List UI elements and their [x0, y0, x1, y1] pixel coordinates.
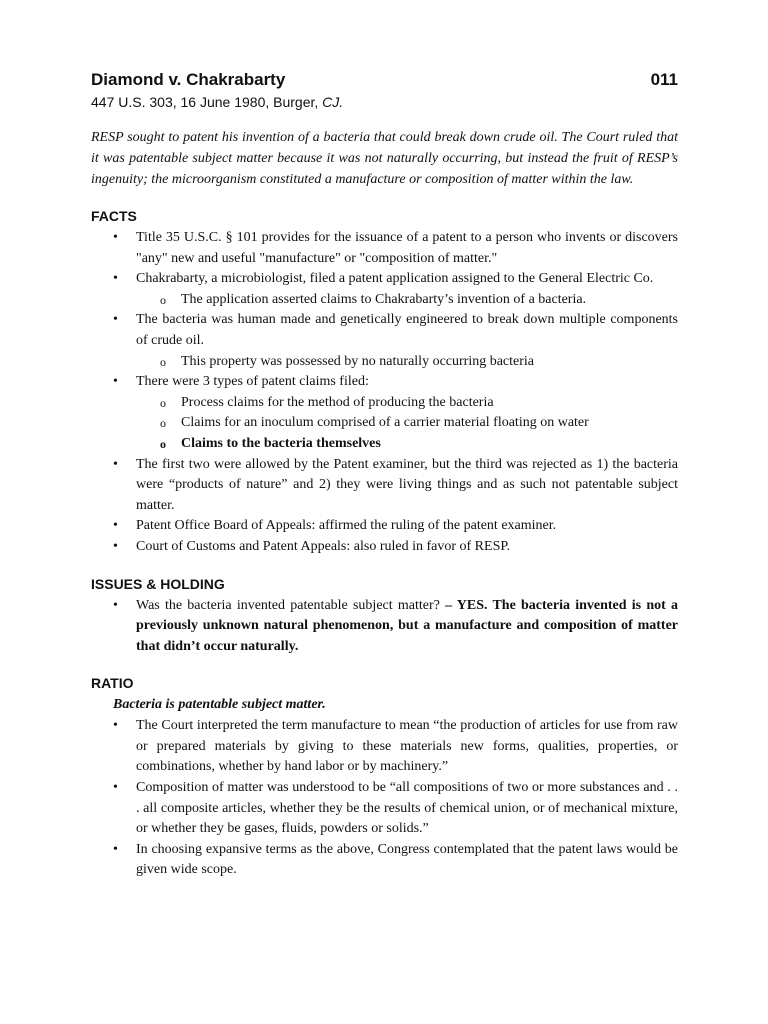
ratio-subheading: Bacteria is patentable subject matter.	[113, 697, 326, 713]
citation-judge: CJ.	[322, 94, 344, 110]
ratio-list	[91, 716, 678, 881]
list-item: • Court of Customs and Patent Appeals: also ruled in favor of RESP.	[91, 537, 678, 558]
facts-list	[91, 228, 678, 558]
list-item: o The application asserted claims to Chakrabarty’s invention of a bacteria.	[91, 290, 678, 311]
case-summary: RESP sought to patent his invention of a bacteria that could break down crude oil. The Court ruled that it was patentable subject matter because it was not naturally occurring, but instead the fruit of RESP’s ingenuity; the microorganism constituted a manufacture or composition of matter within the law.	[91, 130, 678, 187]
list-item: o This property was possessed by no naturally occurring bacteria	[91, 352, 678, 373]
list-item	[91, 596, 678, 658]
list-item: • In choosing expansive terms as the above, Congress contemplated that the patent laws would be given wide scope.	[91, 840, 678, 881]
case-title: Diamond v. Chakrabarty	[91, 70, 286, 89]
ratio-heading: RATIO	[91, 675, 134, 692]
list-item: • The Court interpreted the term manufacture to mean “the production of articles for use from raw or prepared materials by giving to these materials new forms, qualities, properties, or combinations, whether by hand labor or by machinery.”	[91, 716, 678, 778]
list-item: • The first two were allowed by the Patent examiner, but the third was rejected as 1) the bacteria were “products of nature” and 2) they were living things and as such not patentable subject matter.	[91, 455, 678, 517]
list-item: o Process claims for the method of producing the bacteria	[91, 393, 678, 414]
list-item: • Composition of matter was understood to be “all compositions of two or more substances and . . . all composite articles, whether they be the results of chemical union, or of mechanical mixture, or whether they be gases, fluids, powders or solids.”	[91, 778, 678, 840]
citation-main: 447 U.S. 303, 16 June 1980, Burger,	[91, 94, 323, 110]
list-item: • Chakrabarty, a microbiologist, filed a patent application assigned to the General Electric Co.	[91, 269, 678, 290]
list-item: • Title 35 U.S.C. § 101 provides for the issuance of a patent to a person who invents or discovers "any" new and useful "manufacture" or "composition of matter."	[91, 228, 678, 269]
title-row	[91, 70, 678, 90]
list-item: • The bacteria was human made and genetically engineered to break down multiple components of crude oil.	[91, 310, 678, 351]
issues-list	[91, 596, 678, 658]
issue-holding: – YES. The bacteria invented is not a previously unknown natural phenomenon, but a manufacture and composition of matter that didn’t occur naturally.	[136, 597, 679, 654]
issue-question: Was the bacteria invented patentable subject matter?	[136, 597, 446, 613]
issues-heading: ISSUES & HOLDING	[91, 575, 225, 592]
case-number: 011	[650, 70, 678, 89]
list-item: • Patent Office Board of Appeals: affirmed the ruling of the patent examiner.	[91, 516, 678, 537]
list-item: o Claims to the bacteria themselves	[91, 434, 678, 455]
citation	[91, 94, 678, 110]
list-item: • There were 3 types of patent claims filed:	[91, 372, 678, 393]
list-item: o Claims for an inoculum comprised of a carrier material floating on water	[91, 413, 678, 434]
facts-heading: FACTS	[91, 208, 137, 224]
